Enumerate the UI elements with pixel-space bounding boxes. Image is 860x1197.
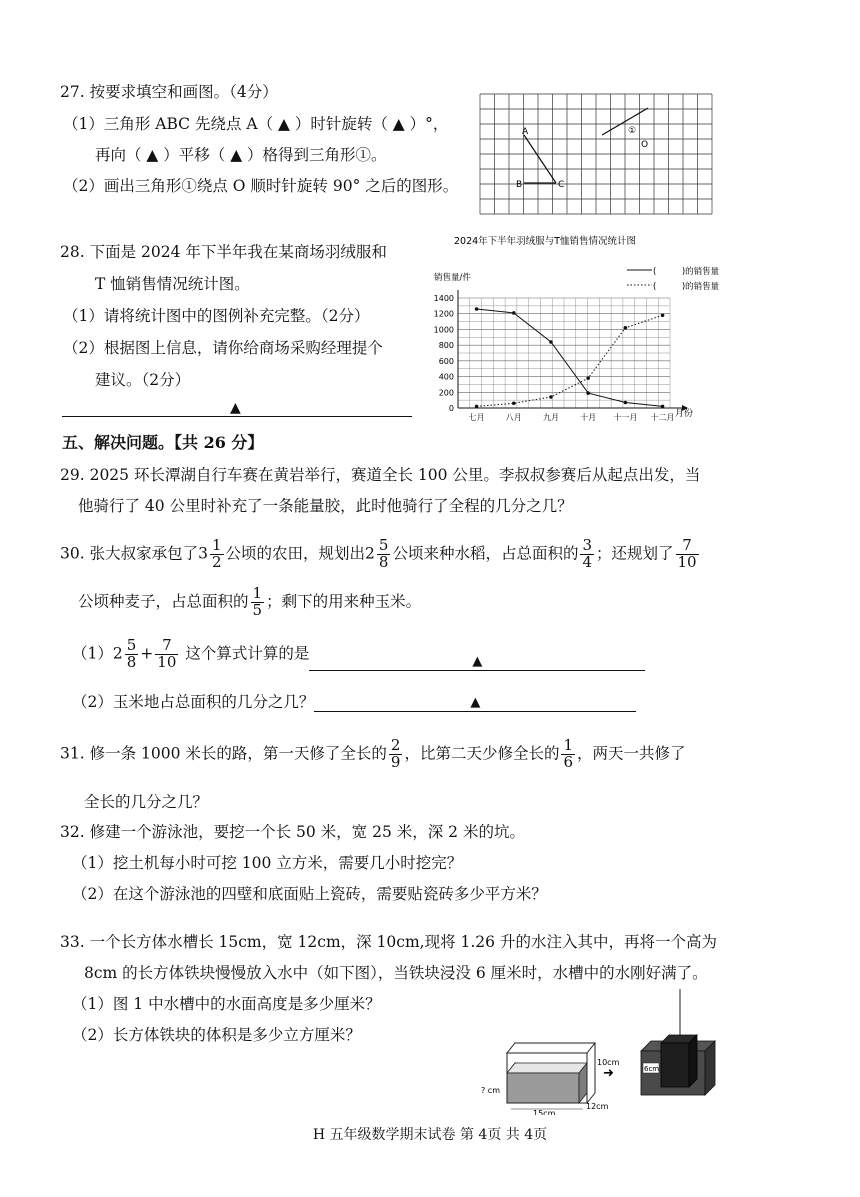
grid-label-a: A (522, 127, 529, 137)
sales-line-chart (420, 228, 760, 428)
q30-frac2-num: 5 (378, 536, 389, 554)
chart-ytick-label: 400 (438, 372, 454, 382)
tank-figure-1 (481, 1043, 620, 1115)
q30-whole2: 2 (365, 544, 375, 563)
chart-point-dotted (475, 405, 479, 409)
q30-sub1-frac1 (125, 638, 139, 671)
q30-sub2-text: （2）玉米地占总面积的几分之几？ (72, 693, 315, 711)
q33-tank-figures (475, 985, 745, 1115)
q30-sub1-mark: ▲ (472, 653, 483, 669)
q28-line3: 建议。（2分） (95, 371, 191, 389)
fig-submerged-label: 6cm (644, 1065, 660, 1073)
q30-line1 (60, 538, 701, 571)
q30-line2 (78, 586, 421, 619)
q31-text2: ，比第二天少修全长的 (404, 744, 560, 763)
q33-line4: （2）长方体铁块的体积是多少立方厘米？ (72, 1026, 361, 1044)
q32-line1: 32. 修建一个游泳池，要挖一个长 50 米，宽 25 米，深 2 米的坑。 (60, 823, 525, 841)
chart-xtick-label: 八月 (505, 413, 522, 422)
q33-line3: （1）图 1 中水槽中的水面高度是多少厘米？ (72, 995, 381, 1013)
q27-line3: （2）画出三角形①绕点 O 顺时针旋转 90° 之后的图形。 (63, 177, 459, 195)
section5-heading: 五、解决问题。【共 26 分】 (62, 433, 264, 452)
q30-frac5 (251, 586, 265, 619)
q28-title2: T 恤销售情况统计图。 (95, 275, 250, 293)
legend-solid-label: ( )的销售量 (653, 267, 720, 277)
chart-point-dotted (512, 401, 516, 405)
q30-frac3-den: 4 (582, 552, 592, 571)
chart-point-dotted (624, 326, 628, 330)
grid-label-o: O (641, 140, 649, 150)
q31-frac2-den: 6 (563, 752, 573, 771)
q30-sub1-frac2-den: 10 (157, 652, 177, 671)
page-footer: H 五年级数学期末试卷 第 4页 共 4页 (312, 1127, 548, 1143)
q30-sub1-frac1-den: 8 (126, 652, 137, 671)
q30-frac1 (210, 538, 224, 571)
tank-figure-2 (641, 989, 715, 1095)
q33-line1: 33. 一个长方体水槽长 15cm，宽 12cm，深 10cm,现将 1.26 升的水注入其中，再将一个高为 (60, 933, 717, 951)
q30-sub1-label: （1） (72, 644, 113, 663)
q30-frac5-num: 1 (252, 584, 263, 602)
q30-frac1-den: 2 (211, 552, 222, 571)
q30-frac2 (377, 538, 391, 571)
chart-ytick-label: 0 (448, 404, 454, 413)
q30-text6: ；剩下的用来种玉米。 (266, 592, 422, 611)
q28-line1: （1）请将统计图中的图例补充完整。（2分） (63, 307, 370, 325)
q30-sub1-whole: 2 (112, 644, 123, 663)
chart-xtick-label: 十一月 (613, 413, 638, 422)
q30-frac3 (580, 538, 594, 571)
q30-sub1-frac2-num: 7 (155, 638, 178, 655)
q32-line2: （1）挖土机每小时可挖 100 立方米，需要几小时挖完？ (72, 854, 463, 872)
chart-ytick-label: 600 (438, 356, 454, 366)
chart-xtick-label: 七月 (468, 413, 485, 422)
q31-line2: 全长的几分之几？ (84, 793, 209, 811)
q28-answer-line (62, 398, 412, 417)
q30-sub1-frac1-num: 5 (126, 636, 137, 654)
chart-xtick-label: 九月 (542, 413, 559, 422)
chart-xlabel: 月份 (675, 409, 694, 419)
q28-line2: （2）根据图上信息，请你给商场采购经理提个 (63, 339, 383, 357)
chart-point-dotted (586, 376, 590, 380)
fig-height-label: 10cm (597, 1058, 620, 1067)
q30-whole1: 3 (198, 544, 208, 563)
chart-point-dotted (549, 395, 553, 399)
arrow-icon: ➜ (603, 1066, 614, 1081)
chart-title: 2024年下半年羽绒服与T恤销售情况统计图 (454, 236, 636, 247)
chart-ytick-label: 200 (438, 388, 454, 398)
q30-text1: 30. 张大叔家承包了 (60, 544, 199, 563)
chart-ytick-label: 1000 (433, 325, 454, 335)
q31-frac1-num: 2 (390, 736, 401, 754)
chart-point-solid (624, 401, 628, 405)
q31-frac1 (389, 738, 403, 771)
q30-sub1-mixed (113, 638, 140, 671)
q31-text1: 31. 修一条 1000 米长的路，第一天修了全长的 (60, 744, 387, 763)
q30-sub2 (72, 690, 636, 712)
q30-sub1-plus: + (140, 644, 154, 663)
q30-frac5-den: 5 (252, 600, 263, 619)
q30-frac1-num: 1 (211, 536, 222, 554)
q28-answer-mark: ▲ (230, 400, 241, 416)
fig-width-label: 12cm (586, 1102, 609, 1111)
q30-sub1-frac2 (155, 638, 178, 671)
q30-sub2-answer-line (314, 691, 636, 712)
q28-title: 28. 下面是 2024 年下半年我在某商场羽绒服和 (60, 243, 387, 261)
q27-grid-figure (478, 92, 714, 216)
q30-frac3-num: 3 (582, 536, 592, 554)
q27-title: 27. 按要求填空和画图。（4分） (60, 83, 278, 101)
q31-frac1-den: 9 (390, 752, 401, 771)
chart-point-dotted (661, 313, 665, 317)
grid-label-one: ① (628, 126, 637, 136)
q31-frac2 (561, 738, 575, 771)
q30-frac4-den: 10 (677, 552, 697, 571)
q30-sub1 (72, 638, 645, 671)
q29-line1: 29. 2025 环长潭湖自行车赛在黄岩举行，赛道全长 100 公里。李叔叔参赛后从起点出发，当 (60, 466, 701, 484)
q27-line2: 再向（ ▲ ）平移（ ▲ ）格得到三角形①。 (95, 146, 387, 164)
legend-dotted-label: ( )的销售量 (653, 282, 720, 292)
q32-line3: （2）在这个游泳池的四壁和底面贴上瓷砖，需要贴瓷砖多少平方米？ (72, 885, 547, 903)
q33-line2: 8cm 的长方体铁块慢慢放入水中（如下图），当铁块浸没 6 厘米时，水槽中的水刚好满了。 (84, 964, 708, 982)
q29-line2: 他骑行了 40 公里时补充了一条能量胶，此时他骑行了全程的几分之几？ (78, 497, 573, 515)
chart-legend (627, 266, 720, 292)
chart-point-solid (549, 340, 553, 344)
chart-point-solid (512, 311, 516, 315)
chart-point-solid (661, 405, 665, 409)
q31-frac2-num: 1 (563, 736, 573, 754)
chart-xtick-label: 十二月 (650, 413, 675, 422)
q30-frac4 (676, 538, 699, 571)
chart-xtick-label: 十月 (580, 413, 597, 422)
grid-label-c: C (558, 180, 565, 190)
q30-sub1-text: 这个算式计算的是 (185, 644, 310, 663)
q30-frac4-num: 7 (676, 538, 699, 555)
chart-point-solid (475, 307, 479, 311)
q30-mixed-2 (365, 538, 392, 571)
chart-point-solid (586, 391, 590, 395)
q30-sub2-mark: ▲ (470, 695, 481, 710)
q30-mixed-1 (198, 538, 225, 571)
q27-line1: （1）三角形 ABC 先绕点 A（ ▲ ）时针旋转（ ▲ ）°， (63, 115, 449, 133)
q30-text2: 公顷的农田，规划出 (225, 544, 366, 563)
q30-frac2-den: 8 (378, 552, 389, 571)
chart-ylabel: 销售量/件 (434, 273, 471, 283)
q30-text3: 公顷来种水稻，占总面积的 (392, 544, 579, 563)
q30-text5: 公顷种麦子，占总面积的 (78, 592, 249, 611)
chart-ytick-label: 800 (438, 341, 454, 351)
chart-ytick-label: 1400 (433, 294, 454, 303)
chart-ytick-label: 1200 (433, 309, 454, 319)
q30-sub1-answer-line (309, 650, 645, 671)
fig-length-label: 15cm (533, 1109, 556, 1115)
fig-unknown-label: ? cm (481, 1086, 500, 1095)
q30-text4: ；还规划了 (596, 544, 674, 563)
q31-line1 (60, 738, 686, 771)
q31-text3: ，两天一共修了 (577, 744, 686, 763)
grid-label-b: B (516, 180, 523, 190)
